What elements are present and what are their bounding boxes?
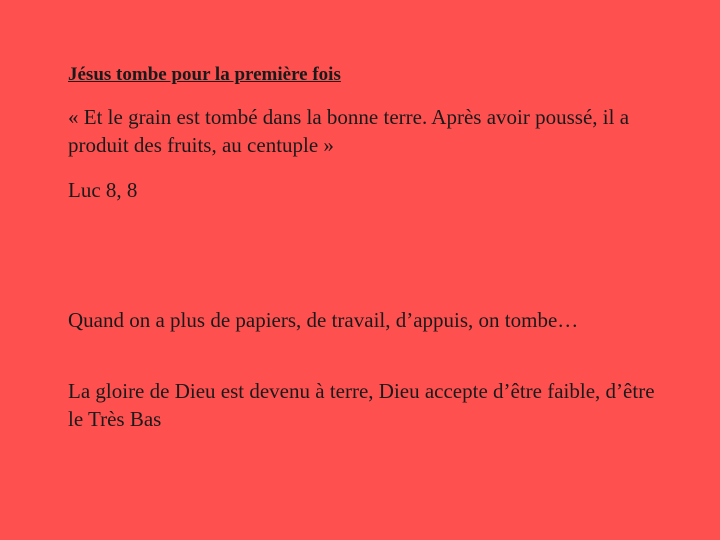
reflection-text-1: Quand on a plus de papiers, de travail, d’appuis, on tombe…: [68, 308, 579, 332]
scripture-reference: Luc 8, 8: [68, 178, 138, 202]
slide-title: Jésus tombe pour la première fois: [68, 64, 341, 85]
scripture-quote: « Et le grain est tombé dans la bonne terre. Après avoir poussé, il a produit des fruits, au centuple »: [68, 105, 630, 157]
reflection-text-2: La gloire de Dieu est devenu à terre, Dieu accepte d’être faible, d’être le Très Bas: [68, 379, 655, 431]
